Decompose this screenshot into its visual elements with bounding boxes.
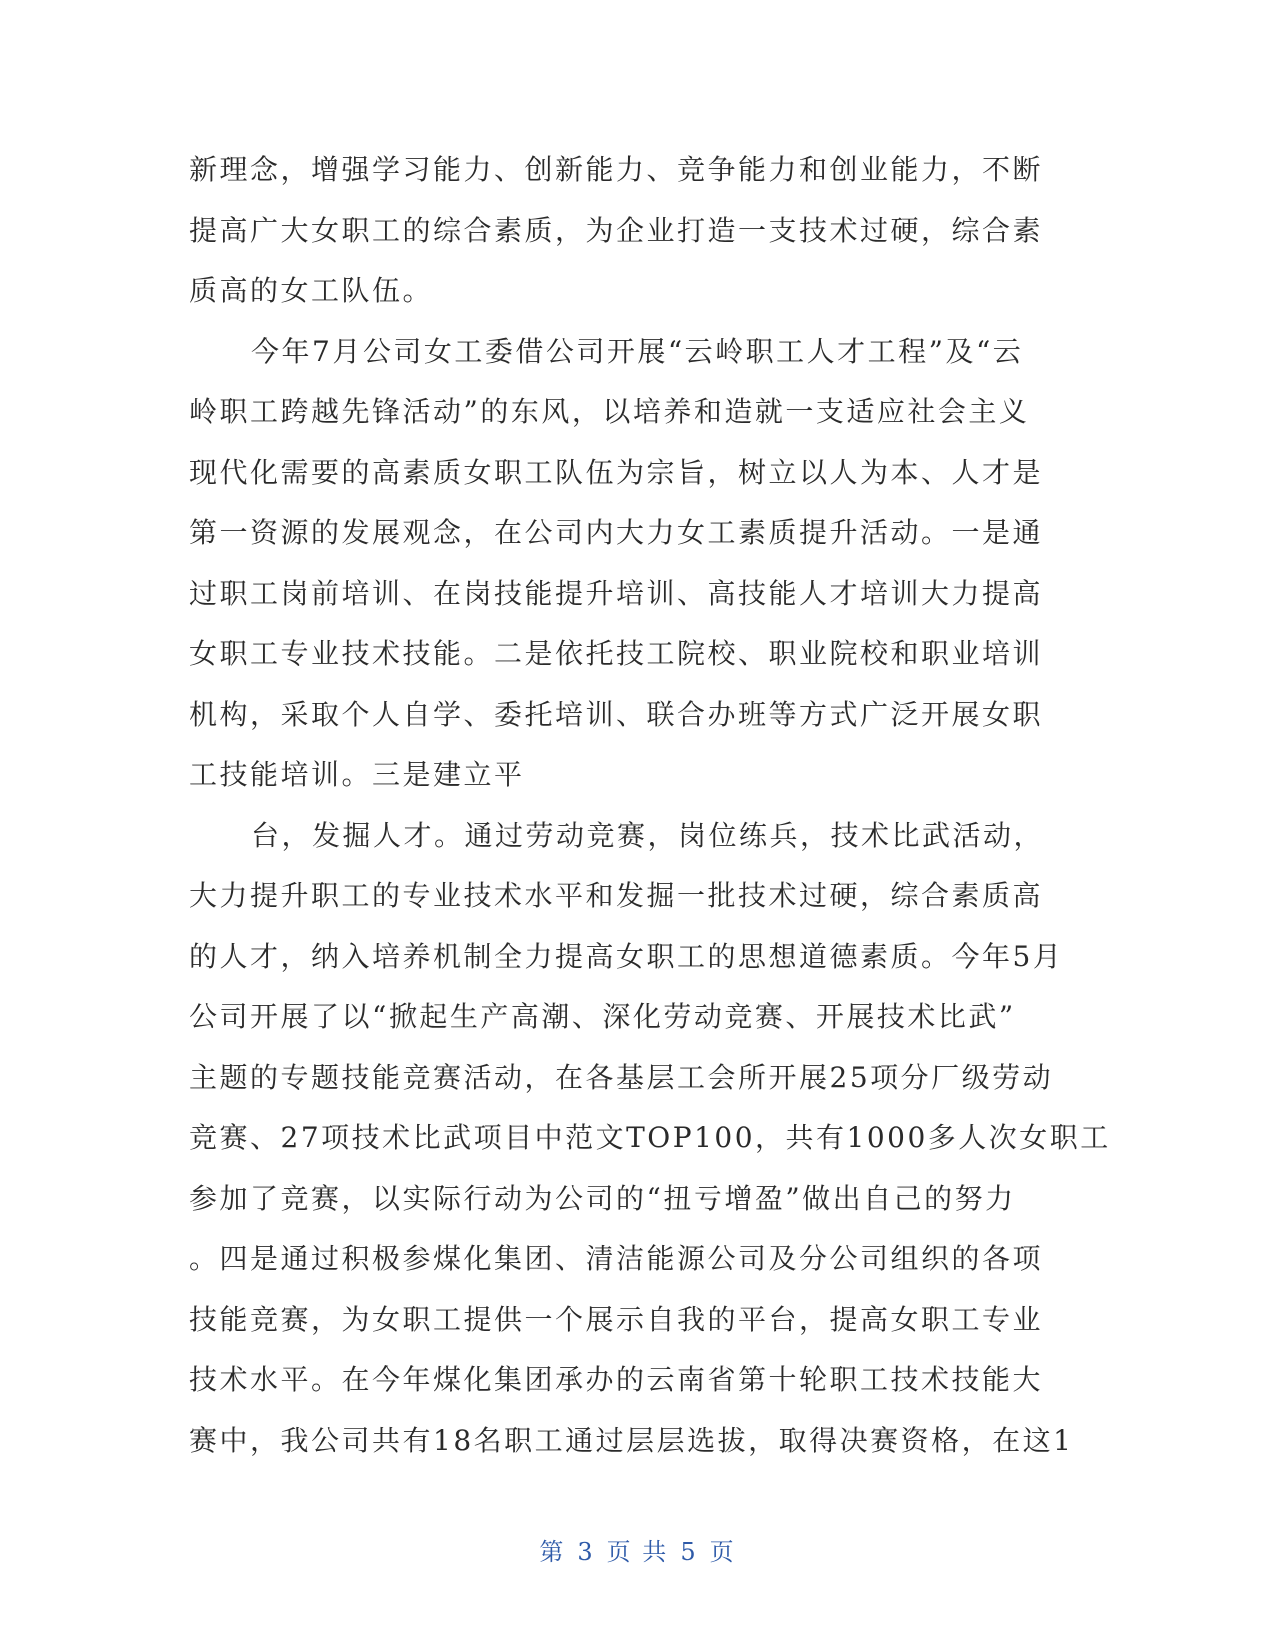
footer-current-page: 3 [577, 1538, 595, 1566]
text-line: 过职工岗前培训、在岗技能提升培训、高技能人才培训大力提高 [189, 576, 1044, 610]
text-line: 。四是通过积极参煤化集团、清洁能源公司及分公司组织的各项 [189, 1242, 1044, 1275]
text-line: 质高的女工队伍。 [189, 274, 434, 307]
text-line: 公司开展了以“掀起生产高潮、深化劳动竞赛、开展技术比武” [189, 1000, 1016, 1033]
footer-mid: 页 共 [606, 1538, 669, 1566]
text-line: 赛中，我公司共有18名职工通过层层选拔，取得决赛资格，在这1 [189, 1423, 1074, 1457]
footer-suffix: 页 [709, 1538, 736, 1566]
text-line: 参加了竞赛，以实际行动为公司的“扭亏增盈”做出自己的努力 [189, 1181, 1016, 1215]
text-line: 岭职工跨越先锋活动”的东风，以培养和造就一支适应社会主义 [189, 395, 1030, 428]
footer-prefix: 第 [539, 1538, 566, 1566]
page-footer [0, 1532, 1275, 1567]
text-line: 现代化需要的高素质女职工队伍为宗旨，树立以人为本、人才是 [189, 455, 1044, 489]
text-line: 台，发掘人才。通过劳动竞赛，岗位练兵，技术比武活动， [251, 818, 1045, 852]
body-text [189, 140, 1111, 1471]
text-line: 竞赛、27项技术比武项目中范文TOP100，共有1000多人次女职工 [189, 1121, 1111, 1154]
text-line: 的人才，纳入培养机制全力提高女职工的思想道德素质。今年5月 [189, 939, 1064, 973]
text-line: 第一资源的发展观念，在公司内大力女工素质提升活动。一是通 [189, 516, 1044, 549]
text-line: 大力提升职工的专业技术水平和发掘一批技术过硬，综合素质高 [189, 879, 1044, 912]
text-line: 主题的专题技能竞赛活动，在各基层工会所开展25项分厂级劳动 [189, 1060, 1054, 1094]
text-line: 女职工专业技术技能。二是依托技工院校、职业院校和职业培训 [189, 637, 1044, 670]
footer-total-pages: 5 [680, 1538, 698, 1566]
text-line: 技能竞赛，为女职工提供一个展示自我的平台，提高女职工专业 [189, 1302, 1044, 1336]
text-line: 机构，采取个人自学、委托培训、联合办班等方式广泛开展女职 [189, 697, 1044, 731]
text-line: 新理念，增强学习能力、创新能力、竞争能力和创业能力，不断 [189, 153, 1044, 186]
text-line: 提高广大女职工的综合素质，为企业打造一支技术过硬，综合素 [189, 213, 1044, 247]
text-line: 今年7月公司女工委借公司开展“云岭职工人才工程”及“云 [251, 334, 1024, 368]
text-line: 技术水平。在今年煤化集团承办的云南省第十轮职工技术技能大 [189, 1363, 1044, 1396]
text-line: 工技能培训。三是建立平 [189, 758, 525, 791]
